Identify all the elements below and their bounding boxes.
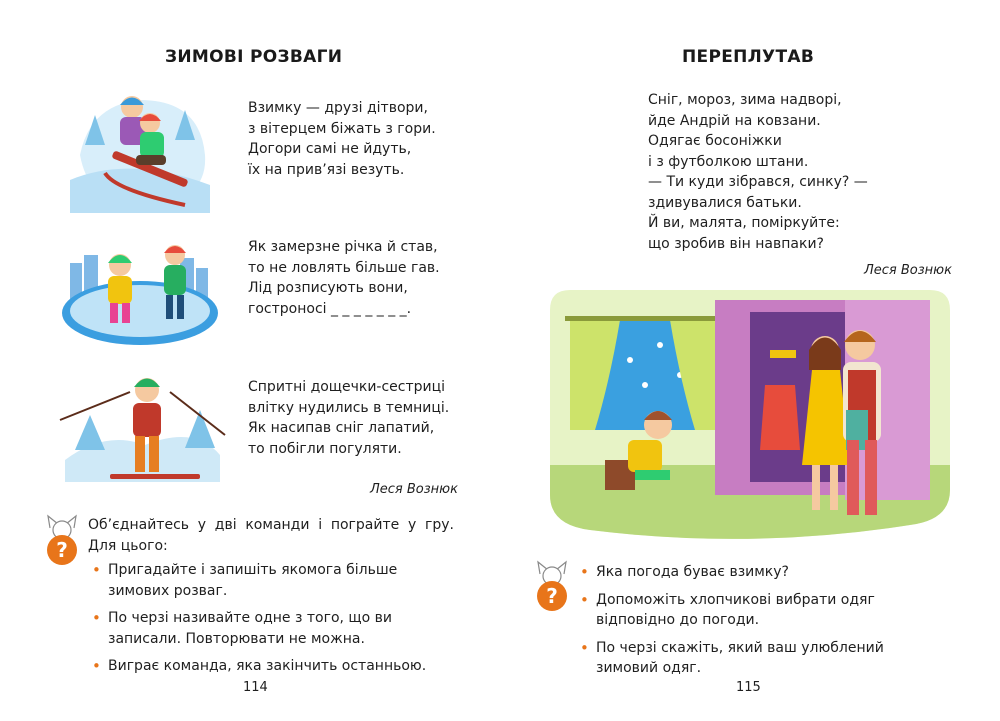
author: Леся Вознюк: [864, 263, 952, 278]
kids-ice-skating-illustration: [60, 233, 220, 348]
page-title: ЗИМОВІ РОЗВАГИ: [165, 47, 343, 67]
task-list: [88, 560, 454, 677]
riddle-1: [248, 98, 436, 180]
riddle-line: Лід розписують вони,: [248, 280, 408, 296]
right-page: [500, 0, 1000, 721]
riddle-line: Спритні дощечки-сестриці: [248, 379, 446, 395]
riddle-line: гостроносі _ _ _ _ _ _ _.: [248, 300, 412, 317]
poem-line: що зробив він навпаки?: [648, 235, 824, 252]
poem-line: Одягає босоніжки: [648, 133, 782, 149]
poem-line: і з футболкою штани.: [648, 153, 809, 170]
poem-line: йде Андрій на ковзани.: [648, 112, 821, 129]
riddle-line: Як насипав сніг лапатий,: [248, 420, 435, 436]
questions-block: [576, 558, 950, 686]
list-item: • Допоможіть хлопчикові вибрати одяг відповідно до погоди.: [576, 590, 950, 631]
riddle-line: з вітерцем біжать з гори.: [248, 120, 436, 137]
riddle-line: Як замерзне річка й став,: [248, 239, 438, 255]
poem-line: — Ти куди зібрався, синку? —: [648, 174, 868, 190]
list-item: • Виграє команда, яка закінчить останньою.: [88, 656, 454, 677]
riddle-line: Догори самі не йдуть,: [248, 141, 412, 157]
riddle-line: Взимку — друзі дітвори,: [248, 100, 428, 116]
question-cat-icon: [530, 560, 574, 614]
riddle-line: влітку нудились в темниці.: [248, 399, 450, 416]
riddle-3: [248, 377, 449, 459]
page-title: ПЕРЕПЛУТАВ: [682, 47, 815, 67]
poem-line: здивувалися батьки.: [648, 194, 802, 211]
poem-line: Й ви, малята, поміркуйте:: [648, 215, 840, 231]
list-item: • Яка погода буває взимку?: [576, 562, 950, 583]
poem-line: Сніг, мороз, зима надворі,: [648, 92, 842, 108]
list-item: • По черзі скажіть, який ваш улюблений зимовий одяг.: [576, 638, 950, 679]
kids-on-sled-illustration: [70, 85, 210, 213]
page-number: 115: [736, 680, 761, 695]
list-item: • Пригадайте і запишіть якомога більше зимових розваг.: [88, 560, 454, 601]
riddle-2: [248, 237, 440, 319]
riddle-line: то не ловлять більше гав.: [248, 259, 440, 276]
boy-skiing-illustration: [55, 370, 230, 490]
list-item: • По черзі називайте одне з того, що ви записали. Повторювати не можна.: [88, 608, 454, 649]
svg-text:?: ?: [546, 584, 558, 608]
poem: [648, 90, 868, 254]
author: Леся Вознюк: [370, 482, 458, 497]
svg-text:?: ?: [56, 538, 68, 562]
task-intro: Об’єднайтесь у дві команди і пограйте у гру. Для цього:: [88, 517, 454, 554]
riddle-line: їх на прив’язі везуть.: [248, 161, 405, 178]
riddle-line: то побігли погуляти.: [248, 440, 402, 457]
page-number: 114: [243, 680, 268, 695]
question-list: [576, 562, 950, 679]
task-block: [88, 515, 454, 684]
family-wardrobe-illustration: [550, 290, 950, 540]
question-cat-icon: [40, 514, 84, 568]
